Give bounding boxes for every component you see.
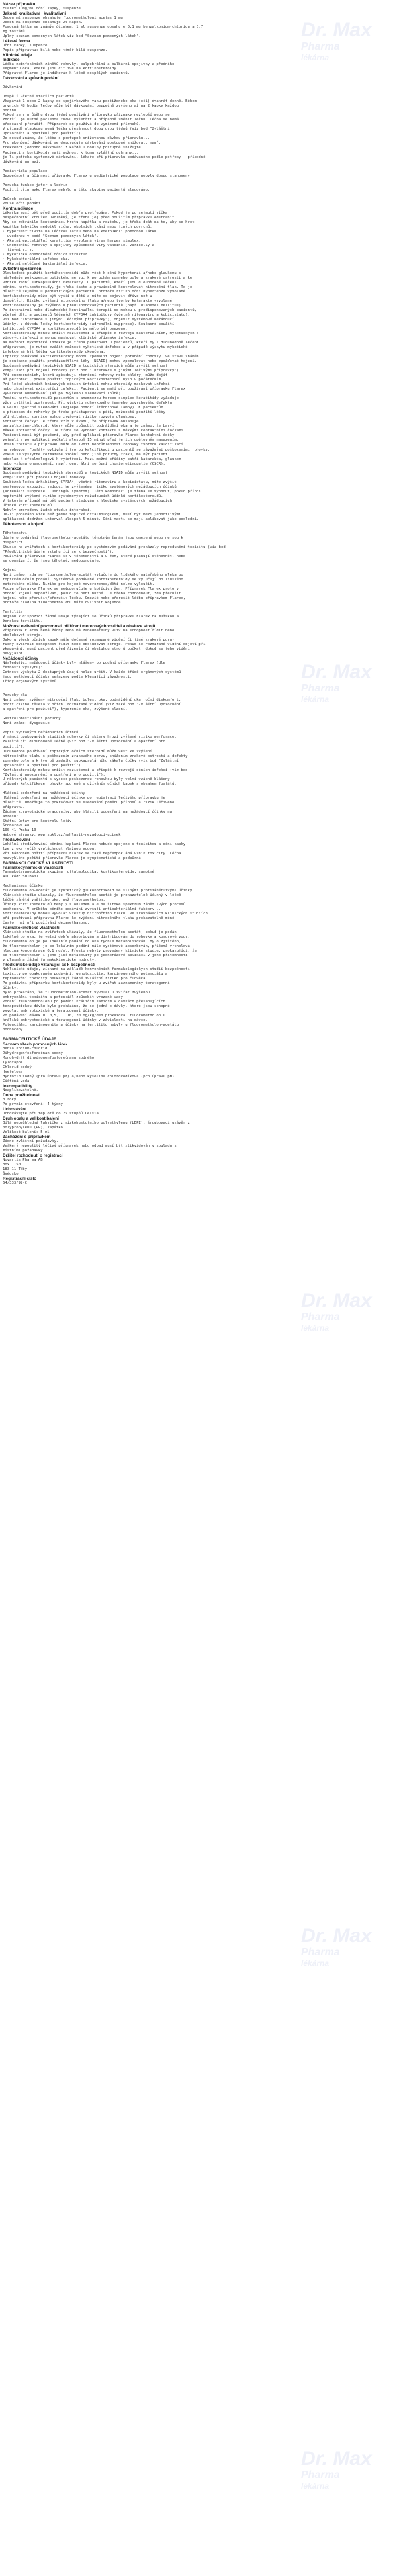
section-heading: Inkompatibility (3, 1083, 33, 1088)
text-line: Šrobárova 48 (3, 823, 30, 828)
text-line: Léčba neinfekčních zánětů rohovky, palpebrální a bulbární spojivky a předního (3, 62, 175, 67)
text-line: Pouze přípravky Flarex se nedoporučuje u kojících žen. Přípravek Flarex proto v (3, 586, 179, 591)
text-line: Třídy orgánových systémů (3, 680, 56, 684)
text-line: Fluorometholon je po lokálním podání do oka rychle metabolizován. Bylo zjištěno, (3, 940, 181, 944)
text-line: bezpečnostní kroužek uvolněný, je třeba jej před použitím přípravku odstranit. (3, 215, 177, 220)
text-line: Aby se zabránilo kontaminaci hrotu kapátka a roztoku, je třeba dbát na to, aby se hrot (3, 220, 195, 224)
section-heading: Registrační číslo (3, 1176, 37, 1181)
text-line: Kortikosteroidy mohou snížit rezistenci a přispět k rozvoji bakteriálních, mykotických a (3, 332, 199, 336)
text-line: upozornění a opatření pro použití"). (3, 763, 83, 768)
text-line: komplikací při hojení rohovky (viz bod "Interakce s jinými léčivými přípravky"). (3, 369, 181, 373)
text-line: Veškerý nepoužitý léčivý přípravek nebo odpad musí být zlikvidován v souladu s (3, 1143, 177, 1148)
section-heading: Předklinické údaje vztahující se k bezpečnosti (3, 963, 95, 968)
text-line: Úplný seznam pomocných látek viz bod "Seznam pomocných látek". (3, 34, 141, 39)
text-line: v plasmě a žádné farmakokinetické hodnoty. (3, 958, 97, 963)
text-line: Flarex 1 mg/ml oční kapky, suspenze (3, 7, 81, 11)
text-line: Jeden ml suspenze obsahuje 20 kapek. (3, 21, 83, 25)
product-leaflet-text (3, 2, 393, 1186)
text-line: upozornění a opatření pro použití"). (3, 132, 83, 136)
text-line: Jako u všech očních kapek může dočasné rozmazané vidění či jiné zrakové poru- (3, 638, 175, 643)
text-line: · Mykobakteriální infekce oka. (3, 257, 70, 261)
text-line: Gastrointestinální poruchy (3, 717, 61, 721)
text-line: četnosti výskytu): (3, 666, 43, 670)
text-line: Pomocná látka se známým účinkem: 1 ml suspenze obsahuje 0,1 mg benzalkonium-chloridu a 0,7 (3, 25, 204, 30)
text-line: Pri léčbě akutních hnisavých očních infekcí mohou steroidy maskovat infekci (3, 382, 170, 387)
text-line: 183 11 Täby (3, 1167, 28, 1171)
text-line: zhorší, je nutné pacienta znovu vyšetřit a případně změnit léčbu. Léčba se nemá (3, 118, 179, 122)
text-line: viz bod "Interakce s jinými léčivými přípravky"), objevit systémové nežádoucí (3, 318, 175, 322)
text-line: Používání přípravku Flarex se v těhotenství a u žen, které plánují otěhotnět, nebo (3, 554, 186, 558)
text-line: Klinické studie na zvířatech ukázaly, že fluorometholon-acetát, pokud je podán (3, 930, 177, 935)
text-line (3, 179, 393, 183)
text-line: Porucha funkce jater a ledvin (3, 183, 67, 187)
text-line: přípravku. (3, 805, 25, 809)
text-line: frekvenci jednoho dávkování z každé 1 hodiny postupně snižujte. (3, 146, 144, 150)
text-line: Účinky kortikosteroidů nebyly s ohledem ale na široké spektrum zánětlivých procesů (3, 903, 186, 907)
text-line: ATC kód: S01BA07 (3, 874, 38, 879)
text-line: Uchovávejte při teplotě do 25 stupňů Celsia. (3, 1111, 101, 1116)
section-heading: Těhotenství a kojení (3, 521, 44, 527)
text-line: měkké kontaktní čočky. Je třeba se vyhnout kontaktu s měkkými kontaktními čočkami. (3, 429, 186, 433)
text-line: Současné podávání topických NSAID a topických steroidů může zvýšit možnost (3, 364, 168, 369)
text-line (3, 81, 393, 85)
text-line: Je dosud známo, že léčba s postupně snižovanou dávkou přípravku... (3, 136, 150, 141)
text-line: předčasně přerušit. Přípravek se používá do vymizení příznaků. (3, 122, 141, 127)
section-heading: Zvláštní upozornění (3, 266, 43, 271)
text-line: s přínosem do rohovky je třeba přistupovat s péčí, možnosti použití léčby (3, 410, 165, 415)
text-line: Dlouhodobé používání topických očních steroidů může vést ke zvýšení (3, 749, 152, 754)
text-line: Pokud se vyskytne rozmazané vidění nebo jiné poruchy zraku, má být pacient (3, 452, 168, 457)
text-line: nepřeváží zvýšené riziko systémových nežádoucích účinků kortikosteroidů. (3, 494, 163, 498)
text-line: Obsah fosfátu v přípravku může ovlivnit neprůhlednost rohovky tvorbou kalcifikací (3, 443, 183, 447)
text-line: V rámci opakovaných studiích rohovky či sklery hrozí zvýšené riziko perforace, (3, 735, 177, 740)
text-line: prvních 48 hodin léčby může být dávkování bezpečně zvýšeno až na 2 kapky každou (3, 104, 179, 109)
text-line: Při náhodném požití přípravku Flarex se také nepředpokládá vznik toxicity. Léčba (3, 851, 181, 856)
text-line: mg fosfátů. (3, 30, 28, 34)
text-line: Dihydrogenfosforečnan sodný (3, 1051, 63, 1055)
text-line: benzalkonium-chlorid, který může způsobit podráždění oka a je známo, že barví (3, 424, 175, 429)
text-line (3, 1032, 393, 1037)
text-line (3, 193, 393, 197)
text-line: nezvyklého požití přípravku Flarex je symptomatická a podpůrná. (3, 856, 144, 860)
section-heading: Jakosti kvalitativní i kvalitativní (3, 11, 66, 17)
text-line: inhibitorů CYP3A4 a kortikosteroidů by mělo být omezeno. (3, 327, 128, 332)
text-line: "Zvláštní upozornění a opatření pro použití"). (3, 772, 105, 777)
text-line: pocit cizího tělesa v očích, rozmazané vidění (viz také bod "Zvláštní upozornění (3, 703, 181, 707)
text-line: Podání fluorometholonu po podání králičím samicím v dávkách přesahujících (3, 1000, 165, 1004)
text-line: hodinu. (3, 109, 19, 113)
text-line: hladina koncentrace 0,1 ng/ml. Přesto nebyly provedeny klinické studie, prokazující, že (3, 949, 197, 954)
text-line: Četnost výskytu 2 dostupných údajů nelze určit. V každé třídě orgánových systémů (3, 670, 181, 675)
text-line (3, 689, 393, 693)
text-line: Čištěná voda (3, 1079, 30, 1083)
text-line: kortikosteroidy může být vyšší u dětí a může se objevit dříve než u (3, 294, 152, 298)
text-line: období kojení nepoužívat, pokud to není nutné. Je třeba rozhodnout, zda přerušit (3, 591, 181, 596)
text-line: že fluorometholon je po lokálním podání mále systémově absorbován, přičemž vrcholová (3, 944, 190, 949)
text-line: Nejsou k dispozici žádné údaje týkající se účinků přípravku Flarex na mužskou a (3, 615, 179, 619)
text-line: Monohydrát dihydrogenfosforečnanu sodného (3, 1055, 95, 1060)
text-line (3, 787, 393, 791)
text-line: často, než při používání dexamethasonu. (3, 921, 90, 926)
text-line: Velikost balení: 5 ml (3, 1130, 50, 1134)
text-line: Po podávání přípravku kortikosteroidy byly u zvířat zaznamenány teratogenní (3, 981, 170, 986)
text-line: Po podávání dávek 0, 0,5, 1, 10, 20 mg/kg/den prokazoval fluorometholon u (3, 1014, 165, 1018)
text-line: Pouze oční podání. (3, 201, 43, 206)
text-line: při používání přípravku Flarex ke zvýšení nitroočního tlaku prokazatelně méně (3, 916, 175, 921)
text-line: vzniku zadní subkapsulární katarakty. U pacientů, kteří jsou dlouhodobě léčeni (3, 280, 177, 285)
text-line: · Mykotická onemocnění očních struktur. (3, 252, 90, 257)
text-line: Fluorometholon-acetát je syntetický glukokortikoid se silnými protizánětlivými účinky. (3, 888, 195, 893)
text-line: Žádáme zdravotnické pracovníky, aby hlásili podezření na nežádoucí účinky na (3, 809, 172, 814)
text-line: místními požadavky. (3, 1148, 45, 1153)
text-line: Pokud se v průběhu dvou týdnů používání přípravku příznaky nezlepší nebo se (3, 113, 170, 118)
text-line: segmentu oka, které jsou citlivé na kortikosteroidy. (3, 67, 119, 71)
text-line: Bílá neprůhledná lahvička z nízkohustotního polyethylenu (LDPE), šroubovací uzávěr z (3, 1120, 190, 1125)
section-heading: Doba použitelnosti (3, 1092, 41, 1098)
text-line: Je-li podáváno více než jedno topické oftalmologikum, musí být mezi jednotlivými (3, 512, 181, 517)
section-heading: Interakce (3, 466, 22, 471)
section-heading: Možnost ovlivnění pozornosti při řízení motorových vozidel a obsluze strojů (3, 624, 155, 629)
text-line: reprodukční toxicity neukazují žádné zvláštní riziko pro člověka. (3, 977, 148, 981)
text-line: Bezpečnost a účinnost přípravku Flarex u pediatrické populace nebyly dosud stanoveny. (3, 173, 193, 178)
text-line: (adrenální supprese, Cushingův syndrom). Této kombinaci je třeba se vyhnout, pokud přínos (3, 489, 201, 494)
text-line: Dospělí včetně starších pacientů (3, 95, 74, 99)
text-line: V případě glaukomu nemá léčba přesáhnout dobu dvou týdnů (viz bod "Zvláštní (3, 127, 170, 132)
text-line: Hlášení podezření na nežádoucí účinky po registraci léčivého přípravku je (3, 795, 165, 800)
text-line (3, 564, 393, 568)
text-line: Mechanismus účinku (3, 883, 43, 888)
text-line: ženskou fertilitu. (3, 619, 43, 624)
text-line: "Předklinické údaje vztahující se k bezpečnosti"). (3, 549, 114, 554)
section-heading: Léková forma (3, 39, 30, 44)
text-line: mateřského mléka. Riziko pro kojené novorozence/děti nelze vyloučit. (3, 582, 155, 586)
text-line: Novartis Pharma AB (3, 1157, 43, 1162)
text-line: Hydroxid sodný (pro úpravu pH) a/nebo kyselina chlorovodíková (pro úpravu pH) (3, 1074, 175, 1079)
text-line: V takovém případě má být pacient sledován z hlediska systémových nežádoucích (3, 498, 172, 503)
text-line: Tyloxapol (3, 1060, 23, 1065)
text-line: vyvolat embryotoxické a teratogenní účinky. (3, 1009, 99, 1014)
text-line: Současné podávání topických steroidů a topických NSAID může zvýšit možnost (3, 470, 168, 475)
text-line: Kortikosteroidy mohou snížit rezistenci a přispět k rozvoji očních infekcí (viz bod (3, 768, 188, 772)
text-line (3, 879, 393, 884)
watermark: Dr. Max Pharma lékárna (301, 661, 372, 704)
section-heading: Farmakokinetické vlastnosti (3, 926, 60, 931)
section-heading: Kontraindikace (3, 206, 34, 211)
text-line: Není známo, zda se fluorometholon-acetát vylučuje do lidského mateřského mléka po (3, 572, 183, 577)
text-line: a opatření pro použití"), hyperemie oka, zvýšené slzení. (3, 707, 128, 712)
text-line: terapeutickou dávku bylo prokázáno, že se jedná o dávky, které jsou schopné (3, 1004, 170, 1009)
text-line: Při onemocněních, která způsobují ztenčení rohovky nebo skléry, může dojít (3, 373, 168, 378)
text-line: Neaplikovatelné. (3, 1088, 38, 1092)
text-line: následným poškozením optického nervu, k poruchám zorného pole a zrakové ostrosti a ke (3, 275, 193, 280)
text-line: Po prvním otevření: 4 týdny. (3, 1102, 66, 1106)
text-line: na rohovce. Fosfáty ovlivňují tvorbu kalcifikací u pacientů se závažnými poškozeními rohovky. (3, 447, 210, 452)
text-line: důležité zejména u pediatrických pacientů, protože riziko oční hypertenze vyvolané (3, 289, 186, 294)
watermark: Dr. Max Pharma lékárna (301, 19, 372, 62)
section-heading: Druh obalu a velikost balení (3, 1116, 59, 1121)
text-line: -------------------------------------------- (3, 684, 101, 689)
text-line: aplikacemi dodržen interval alespoň 5 minut. Oční masti se mají aplikovat jako poslední. (3, 517, 199, 521)
text-line: 100 41 Praha 10 (3, 828, 36, 832)
section-heading: Předávkování (3, 837, 30, 842)
text-line: Studie na zvířatech s kortikosteroidy po systémovém podávání prokázaly reprodukční toxicitu (viz bod (3, 545, 226, 549)
text-line: jsou nežádoucí účinky seřazeny podle klesající závažnosti. (3, 675, 132, 680)
text-line: komplikací při procesu hojení rohovky. (3, 475, 87, 480)
text-line: je současné použití protizánětlivé léky (NSAID) mohou zpomalovat nebo zpožďovat hojení. (3, 359, 197, 364)
text-line: dospělých. Riziko zvýšení nitroočního tlaku a/nebo tvorby katarakty vyvolané (3, 299, 172, 303)
section-heading: FARMAKOLOGICKÉ VLASTNOSTI (3, 860, 73, 866)
text-line: Klinické studie ukázaly, že fluorometholon-acetát je prokazatelně účinný v léčbě (3, 893, 181, 897)
text-line: U některých pacientů s vysoce poškozenou rohovkou byly velmi vzácně hlášeny (3, 777, 170, 781)
text-line: účinky. (3, 986, 19, 991)
text-line: 3 roky. (3, 1097, 19, 1102)
text-line: adresu: (3, 814, 19, 819)
text-line: Hyetelosa (3, 1069, 23, 1074)
text-line: Oční kapky, suspenze. (3, 44, 50, 48)
section-heading: Uchovávání (3, 1106, 26, 1112)
text-line (3, 527, 393, 531)
text-line: případy kalcifikace rohovky spojené s užíváním očních kapek s obsahem fosfátů. (3, 781, 177, 786)
section-heading: Farmakodynamické vlastnosti (3, 865, 64, 870)
text-line: králíků embryotoxické a teratogenní účinky v závislosti na dávce. (3, 1018, 148, 1023)
text-line: dispozici. (3, 540, 25, 545)
section-heading: Indikace (3, 58, 20, 63)
text-line: ruchy ovlivnit schopnost řídit nebo obsluhovat stroje. Pokud se rozmazané vidění objeví při (3, 643, 206, 647)
text-line: zvláště při dlouhodobé léčbě (viz bod "Zvláštní upozornění a opatření pro (3, 740, 165, 744)
text-line: Pacienti musí být poučeni, aby před aplikací přípravku Flarex kontaktní čočky (3, 433, 175, 438)
text-line: a velmi opatrné sledování (nejlépe pomocí štěrbinové lampy). K pacientům (3, 406, 163, 410)
text-line: nevyjasní. (3, 652, 25, 656)
section-heading: FARMACEUTICKÉ ÚDAJE (3, 1037, 57, 1042)
text-line (3, 165, 393, 169)
text-line: Souběžná léčba inhibitory CYP3A4, včetně ritonaviru a kobicistatu, může zvýšit (3, 480, 177, 484)
text-line: lokálně do oka, je velmi dobře absorbován a distribuován do rohovky a komorové vody. (3, 935, 190, 940)
text-line: včetně dětí a pacientů léčených CYP3A4 inhibitory (včetně ritonaviru a kobicistatu), (3, 313, 190, 318)
text-line: vyvarovat ohmatávání (až po zvýšenou sledovací lhůtě). (3, 392, 123, 396)
text-line: pochopeny. V průběhu očního podávání zvyšují antibakteriální faktory... (3, 907, 161, 912)
text-line (3, 605, 393, 610)
text-line: nebo zhoršovat existující infekci. Pacienti se mají při používání přípravku Flarex (3, 387, 186, 392)
text-line: jinými viry. (3, 247, 34, 252)
text-line: je-li potřeba systémové dávkování, lékaře při přípravku podávaného podle potřeby - případně (3, 155, 206, 159)
text-line: Box 1150 (3, 1162, 21, 1167)
text-line: Kortikosteroidy mohou vyvolat vzestup nitroočního tlaku. Ve srovnávacích klinických studiích (3, 912, 208, 916)
section-heading: Název přípravku (3, 2, 36, 7)
text-line: Popis přípravku: bílá nebo téměř bílá suspenze. (3, 48, 108, 53)
text-line: Topicky podávané kortikosteroidy mohou zpomalit hojení poranění rohovky. Ve stavu známém (3, 355, 199, 359)
text-line: Dávkování (3, 85, 23, 90)
text-line: Dlouhodobé použití kortikosteroidů může vést k oční hypertenzi a/nebo glaukomu s (3, 271, 181, 275)
watermark: Dr. Max Pharma lékárna (301, 2448, 372, 2491)
text-line: Fertilita (3, 610, 23, 615)
text-line: Kontaktní čočky: Je třeba vzít v úvahu, že přípravek obsahuje (3, 420, 139, 424)
watermark: Dr. Max Pharma lékárna (301, 1290, 372, 1333)
text-line: Bylo prokázáno, že fluorometholon-acetát vyvolal u zvířat zvýšenou (3, 991, 150, 995)
text-line: Popis vybraných nežádoucích účinků (3, 731, 79, 735)
text-line: Webové stránky: www.sukl.cz/nahlasit-nezadouci-ucinek (3, 832, 121, 837)
text-line: vyjmuli a po aplikaci vyčkali alespoň 15 minut před jejich opětovným nasazením. (3, 438, 179, 443)
text-line: Žádné zvláštní požadavky. (3, 1139, 59, 1143)
text-line: obsluhovat stroje. (3, 633, 43, 638)
text-line: účinků kortikosteroidů. (3, 503, 54, 508)
text-line: nitroočního tlaku s poškozením zrakového nervu, snížením zrakové ostrosti a defekty (3, 754, 188, 758)
text-line: při dilataci zornice mohou zvyšovat riziko rozvoje glaukomu. (3, 415, 137, 420)
text-line: Hlášení podezření na nežádoucí účinky (3, 791, 85, 795)
text-line: protože hladina fluorometholonu může ovlivnit kojence. (3, 601, 123, 605)
text-line: 64/333/92-C (3, 1180, 28, 1185)
text-line: Kojení (3, 568, 17, 572)
text-line: přípravkem, je nutné zvážit možnost mykotické infekce a v případě výskytu mykotické (3, 345, 188, 350)
section-heading: Dávkování a způsob podání (3, 76, 59, 81)
text-line: Následující nežádoucí účinky byly hlášeny po podání přípravku Flarex (dle (3, 661, 165, 666)
text-line: Těhotenství (3, 531, 28, 535)
text-line: Přípravek Flarex je indikován k léčbě dospělých pacientů. (3, 71, 130, 76)
text-line: se fluorometholon i jeho jiné metabolity po jednorázové aplikaci v jeho přítomnosti (3, 954, 188, 958)
text-line: Pacienti s kortikoidy mají možnost k tomu zvláštní ochrany... (3, 150, 139, 155)
text-line: Státní ústav pro kontrolu léčiv (3, 819, 72, 823)
text-line: Nebyly provedeny žádné studie interakcí. (3, 508, 92, 512)
text-line: Na možnost mykotické infekce je třeba pamatovat u pacientů, kteří byli dlouhodobě léčeni (3, 341, 199, 345)
text-line: důležité. Umožňuje to pokračovat ve sledování poměru přínosů a rizik léčivého (3, 800, 175, 805)
text-line: embryonální toxicitu a potenciál způsobit vrozené vady. (3, 995, 126, 1000)
text-line: infekce má být léčba kortikosteroidy ukončena. (3, 350, 105, 355)
text-line: Není známo: zvýšený nitrooční tlak, bolest oka, podráždění oka, oční diskomfort, (3, 698, 181, 703)
text-line: vždy zvláštní opatrnost. Při výskytu rohovkového jemného povrchového defektu (3, 401, 172, 406)
section-heading: Držitel rozhodnutí o registraci (3, 1153, 63, 1158)
text-line: Pro ukončení dávkování se doporučuje dávkování postupně snižovat, např. (3, 141, 161, 146)
text-line: Vkapávat 1 nebo 2 kapky do spojivkového vaku postiženého oka (očí) dvakrát denně. Během (3, 99, 197, 104)
text-line: kortikosteroidy je zvýšeno u predisponovaných pacientů (např. diabetes mellitus). (3, 304, 183, 308)
text-line: dávkování upraví. (3, 159, 41, 164)
text-line: Neklinické údaje, získané na základě konvenčních farmakologických studií bezpečnosti, (3, 967, 193, 972)
text-line: · Akutní epiteliální keratitida vyvolaná virem herpes simplex. (3, 238, 141, 243)
text-line: uvedenou v bodě "Seznam pomocných látek". (3, 234, 99, 238)
text-line: toxicity po opakovaném podávání, genotoxicity, karcinogenního potenciálu a (3, 972, 168, 977)
text-line: léčbě zánětů vnějšího oka, než fluorometholon. (3, 898, 105, 903)
text-line: se domnívají, že jsou těhotné, nedoporučuje. (3, 558, 101, 563)
text-line: Není známo: dysgeusie (3, 721, 50, 726)
text-line: Poruchy oka (3, 693, 28, 698)
text-line: polypropylenu (PP), kapátko. (3, 1125, 66, 1130)
text-line: · Hypersenzitivita na léčivou látku nebo na kteroukoli pomocnou látku (3, 229, 157, 234)
text-line (3, 712, 393, 717)
text-line: kapátka lahvičky nedotkl víčka, okolních tkání nebo jiných povrchů. (3, 224, 152, 229)
text-line: virových infekcí a mohou maskovat klinické příznaky infekce. (3, 336, 137, 341)
text-line: Potenciální karcinogenita a účinky na fertilitu nebyly u fluorometholon-acetátu (3, 1023, 179, 1028)
text-line: · Onemocnění rohovky a spojivky způsobené viry vakcinie, varicelly a (3, 243, 155, 247)
text-line: vkapávání, musí pacient před řízením či obsluhou strojů počkat, dokud se jeho vidění (3, 647, 190, 652)
text-line: Po intenzivní nebo dlouhodobé kontinuální terapii se mohou u predisponovaných pacientů, (3, 308, 197, 313)
text-line: · Akutní neléčené bakteriální infekce. (3, 261, 87, 266)
section-heading: Zacházení s přípravkem (3, 1134, 51, 1139)
text-line: hodnoceny. (3, 1028, 25, 1032)
text-line: nebo vzácná onemocnění, např. centrální serózní chorioretinopatie (CSCR). (3, 461, 165, 466)
text-line: systémovou expozici vedoucí ke zvýšenému riziku systémových nežádoucích účinků (3, 484, 177, 489)
text-line: použití"). (3, 744, 25, 749)
text-line: Lokální předávkování očními kapkami Flarex nebude spojeno s toxicitou a oční kapky (3, 842, 186, 846)
text-line: topickém očním podání. Systémově podávané kortikosteroidy se vylučují do lidského (3, 577, 183, 582)
text-line: zorného pole a k tvorbě zadního subkapsulárního zákalu čočky (viz bod "Zvláštní (3, 758, 179, 763)
text-line: až perforaci, pokud použití topických kortikosteroidů bylo v počátečním (3, 378, 161, 382)
text-line: odeslán k oftalmologovi k vyšetření. Mezi možné příčiny patří katarakta, glaukom (3, 457, 181, 461)
text-line: Použití přípravku Flarex nebylo u této skupiny pacientů sledováno. (3, 187, 150, 192)
text-line: Podání kortikosteroidů pacientům s anamnézou herpes simplex keratitidy vyžaduje (3, 396, 179, 401)
text-line: lze z oka (očí) vypláchnout vlažnou vodou. (3, 846, 97, 851)
text-line: kojení nebo přerušit/přerušit léčbu. Omezit nebo přerušit léčbu přípravkem Flarex, (3, 596, 186, 600)
text-line: očními kortikosteroidy, je třeba často a pravidelně kontrolovat nitrooční tlak. To je (3, 285, 193, 289)
text-line: Farmakoterapeutická skupina: oftalmologika, kortikosteroidy, samotné. (3, 869, 157, 874)
watermark: Dr. Max Pharma lékárna (301, 1925, 372, 1968)
text-line: Údaje o podávání fluorometholon-acetátu těhotným ženám jsou omezené nebo nejsou k (3, 535, 183, 540)
text-line: Chlorid sodný (3, 1065, 32, 1069)
section-heading: Seznam všech pomocných látek (3, 1042, 68, 1047)
text-line: Způsob podání (3, 197, 32, 201)
text-line: Lékařka musí být před použitím dobře protřepána. Pokud je po sejmutí víčka (3, 210, 168, 215)
text-line: Benzalkonium-chlorid (3, 1046, 48, 1051)
section-heading: Klinické údaje (3, 53, 32, 58)
text-line: Pediatrická populace (3, 169, 48, 173)
text-line: účinky, z důvodu léčby kortikosteroidy (adrenální supprese). Současné použití (3, 322, 175, 327)
text-line: Švédsko (3, 1171, 19, 1176)
text-line: Přípravek Flarex nemá žádný nebo má zanedbatelný vliv na schopnost řídit nebo (3, 629, 175, 633)
text-line: Jeden ml suspenze obsahuje fluorometholoni acetas 1 mg. (3, 16, 126, 21)
section-heading: Nežádoucí účinky (3, 656, 38, 662)
